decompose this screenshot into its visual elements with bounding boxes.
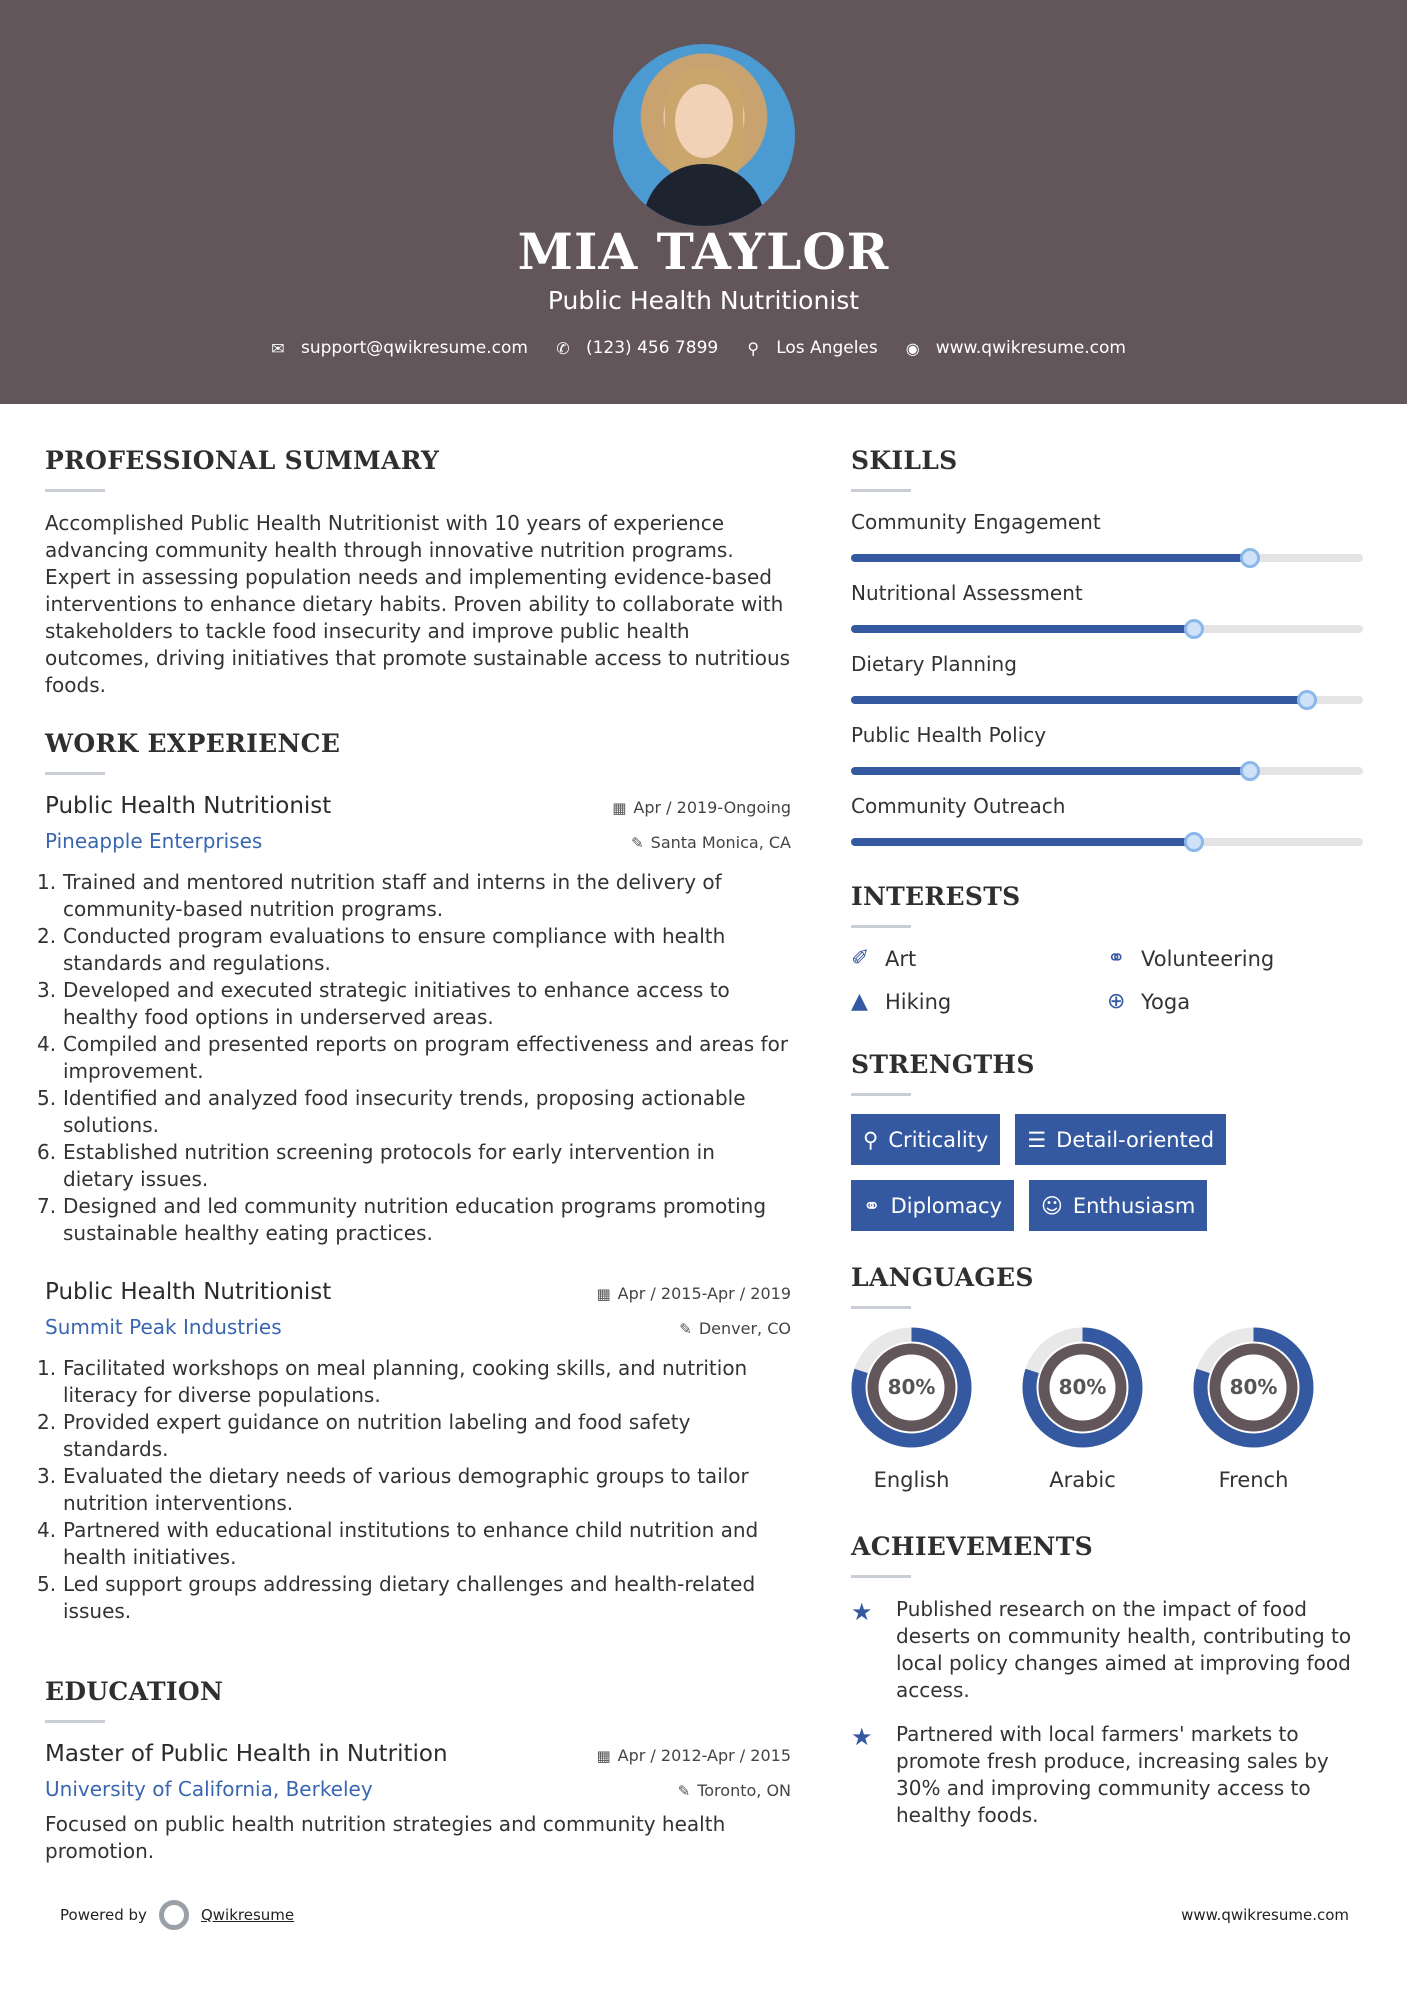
skill-bar <box>851 696 1363 704</box>
strengths-list <box>851 1114 1363 1231</box>
powered-by-label: Powered by <box>60 1906 147 1924</box>
contact-location: Los Angeles <box>776 338 878 358</box>
strength-badge: ⚲ Criticality <box>851 1114 1000 1165</box>
skill-bar-fill <box>851 696 1307 704</box>
language-percent: 80% <box>1058 1375 1107 1399</box>
calendar-icon: ▦ <box>596 1747 611 1765</box>
job-date: Apr / 2019-Ongoing <box>633 798 791 817</box>
list-item: 2. Provided expert guidance on nutrition labeling and food safety standards. <box>37 1410 691 1461</box>
section-divider <box>45 1720 105 1723</box>
skill-bar <box>851 554 1363 562</box>
education-location: Toronto, ON <box>697 1781 791 1800</box>
skill-name: Dietary Planning <box>851 652 1017 676</box>
skills-heading: SKILLS <box>851 446 958 475</box>
list-item: 3. Developed and executed strategic initiatives to enhance access to healthy food options in underserved areas. <box>37 978 730 1029</box>
skill-bar <box>851 625 1363 633</box>
interest-item: ✐ Art <box>851 946 917 971</box>
language-ring <box>1022 1327 1143 1448</box>
skill-name: Nutritional Assessment <box>851 581 1083 605</box>
skill-name: Community Engagement <box>851 510 1101 534</box>
right-column <box>851 446 1363 1846</box>
education-entry <box>45 1741 791 1865</box>
interest-item: ⊕ Yoga <box>1107 989 1191 1014</box>
achievements-heading: ACHIEVEMENTS <box>851 1532 1093 1561</box>
candidate-name: MIA TAYLOR <box>517 222 890 281</box>
tree-icon: ▲ <box>851 989 868 1014</box>
job-role: Public Health Nutritionist <box>45 793 332 819</box>
section-divider <box>45 489 105 492</box>
list-item: 7. Designed and led community nutrition education programs promoting sustainable healthy eating practices. <box>37 1194 767 1245</box>
skill-bar-knob <box>1184 619 1204 639</box>
section-divider <box>45 772 105 775</box>
list-item: 1. Trained and mentored nutrition staff and interns in the delivery of community-based nutrition programs. <box>37 870 722 921</box>
interests-list <box>851 946 1363 1014</box>
education-heading: EDUCATION <box>45 1677 224 1706</box>
language-name: French <box>1218 1468 1289 1492</box>
skill-bar-knob <box>1297 690 1317 710</box>
resume-header <box>0 0 1407 404</box>
job-entry <box>37 1279 791 1625</box>
contact-email[interactable]: support@qwikresume.com <box>301 338 528 358</box>
list-item: 5. Identified and analyzed food insecurity trends, proposing actionable solutions. <box>37 1086 746 1137</box>
list-item: 1. Facilitated workshops on meal planning, cooking skills, and nutrition literacy for diverse populations. <box>37 1356 748 1407</box>
skill-item <box>851 652 1363 704</box>
shooting-star-icon: ★ <box>851 1723 873 1751</box>
phone-icon: ✆ <box>556 338 570 358</box>
profile-photo <box>613 44 795 226</box>
language-ring <box>851 1327 972 1448</box>
language-item <box>1193 1327 1314 1492</box>
job-bullets <box>37 869 791 1247</box>
achievements-list <box>851 1596 1363 1829</box>
map-pin-icon: ⚲ <box>747 338 760 358</box>
pushpin-icon: ✎ <box>679 1320 692 1338</box>
list-item: 4. Compiled and presented reports on program effectiveness and areas for improvement. <box>37 1032 789 1083</box>
strength-badge: ☰ Detail-oriented <box>1015 1114 1226 1165</box>
skill-item <box>851 510 1363 562</box>
job-date: Apr / 2015-Apr / 2019 <box>617 1284 791 1303</box>
skill-bar-fill <box>851 838 1194 846</box>
skill-bar-knob <box>1240 548 1260 568</box>
skill-item <box>851 723 1363 775</box>
summary-text: Accomplished Public Health Nutritionist with 10 years of experience advancing community health through innovative nutrition programs. Expert in assessing population needs and implementing evidence-based interventions to enhance dietary habits. Proven ability to collaborate with stakeholders to tackle food insecurity and improve public health outcomes, driving initiatives that promote sustainable access to nutritious foods. <box>45 511 791 697</box>
achievement-item: ★ Partnered with local farmers' markets to promote fresh produce, increasing sales by 30% and improving community access to healthy foods. <box>851 1722 1329 1827</box>
search-icon: ⚲ <box>863 1127 879 1152</box>
skill-bar-fill <box>851 554 1250 562</box>
language-item <box>1022 1327 1143 1492</box>
skill-bar-knob <box>1240 761 1260 781</box>
contact-phone[interactable]: (123) 456 7899 <box>585 338 719 358</box>
skill-item <box>851 581 1363 633</box>
school-name: University of California, Berkeley <box>45 1777 373 1801</box>
pushpin-icon: ✎ <box>631 834 644 852</box>
list-icon: ☰ <box>1027 1127 1047 1152</box>
skill-item <box>851 794 1363 846</box>
job-company: Summit Peak Industries <box>45 1315 282 1339</box>
contact-website[interactable]: www.qwikresume.com <box>935 338 1126 358</box>
skill-name: Public Health Policy <box>851 723 1047 747</box>
language-item <box>851 1327 972 1492</box>
summary-heading: PROFESSIONAL SUMMARY <box>45 446 440 475</box>
interest-item: ▲ Hiking <box>851 989 952 1014</box>
pushpin-icon: ✎ <box>677 1782 691 1800</box>
interest-item: ⚭ Volunteering <box>1107 946 1275 971</box>
achievement-item: ★ Published research on the impact of food deserts on community health, contributing to local policy changes aimed at improving food access. <box>851 1597 1352 1702</box>
languages-list <box>851 1327 1363 1492</box>
section-divider <box>851 1306 911 1309</box>
handshake-icon: ⚭ <box>1107 946 1126 971</box>
education-text: Focused on public health nutrition strategies and community health promotion. <box>45 1812 726 1863</box>
footer-powered-by <box>60 1900 294 1930</box>
footer-url[interactable]: www.qwikresume.com <box>1181 1906 1349 1924</box>
skill-bar <box>851 838 1363 846</box>
list-item: 2. Conducted program evaluations to ensure compliance with health standards and regulations. <box>37 924 726 975</box>
list-item: 5. Led support groups addressing dietary challenges and health-related issues. <box>37 1572 756 1623</box>
list-item: 6. Established nutrition screening protocols for early intervention in dietary issues. <box>37 1140 715 1191</box>
smile-icon: ☺ <box>1040 1193 1063 1218</box>
language-percent: 80% <box>1229 1375 1278 1399</box>
calendar-icon: ▦ <box>596 1285 611 1303</box>
language-percent: 80% <box>887 1375 936 1399</box>
shooting-star-icon: ★ <box>851 1598 873 1626</box>
skill-bar <box>851 767 1363 775</box>
list-item: 3. Evaluated the dietary needs of various demographic groups to tailor nutrition interventions. <box>37 1464 749 1515</box>
envelope-icon: ✉ <box>271 338 285 358</box>
footer-brand-link[interactable]: Qwikresume <box>200 1906 295 1924</box>
interests-heading: INTERESTS <box>851 882 1021 911</box>
paintbrush-icon: ✐ <box>851 946 870 971</box>
job-role: Public Health Nutritionist <box>45 1279 332 1305</box>
language-name: Arabic <box>1049 1468 1116 1492</box>
skill-name: Community Outreach <box>851 794 1066 818</box>
strengths-heading: STRENGTHS <box>851 1050 1035 1079</box>
left-column <box>37 446 791 1865</box>
handshake-icon: ⚭ <box>863 1193 881 1218</box>
language-name: English <box>873 1468 950 1492</box>
strength-badge: ☺ Enthusiasm <box>1029 1180 1207 1231</box>
globe-icon: ◉ <box>905 338 920 358</box>
job-bullets <box>37 1355 791 1625</box>
skills-list <box>851 510 1363 846</box>
skill-bar-fill <box>851 767 1250 775</box>
degree-title: Master of Public Health in Nutrition <box>45 1741 448 1767</box>
section-divider <box>851 489 911 492</box>
job-company: Pineapple Enterprises <box>45 829 263 853</box>
job-entry <box>37 793 791 1247</box>
lifebuoy-icon: ⊕ <box>1107 989 1126 1014</box>
calendar-icon: ▦ <box>612 799 627 817</box>
language-ring <box>1193 1327 1314 1448</box>
experience-heading: WORK EXPERIENCE <box>45 729 341 758</box>
candidate-title: Public Health Nutritionist <box>547 286 860 315</box>
skill-bar-knob <box>1184 832 1204 852</box>
strength-badge: ⚭ Diplomacy <box>851 1180 1014 1231</box>
job-location: Santa Monica, CA <box>650 833 791 852</box>
skill-bar-fill <box>851 625 1194 633</box>
job-location: Denver, CO <box>698 1319 791 1338</box>
languages-heading: LANGUAGES <box>851 1263 1034 1292</box>
section-divider <box>851 1093 911 1096</box>
qwikresume-logo-icon <box>159 1900 189 1930</box>
section-divider <box>851 925 911 928</box>
contact-bar <box>0 338 1407 358</box>
section-divider <box>851 1575 911 1578</box>
list-item: 4. Partnered with educational institutions to enhance child nutrition and health initiatives. <box>37 1518 759 1569</box>
education-date: Apr / 2012-Apr / 2015 <box>617 1746 791 1765</box>
